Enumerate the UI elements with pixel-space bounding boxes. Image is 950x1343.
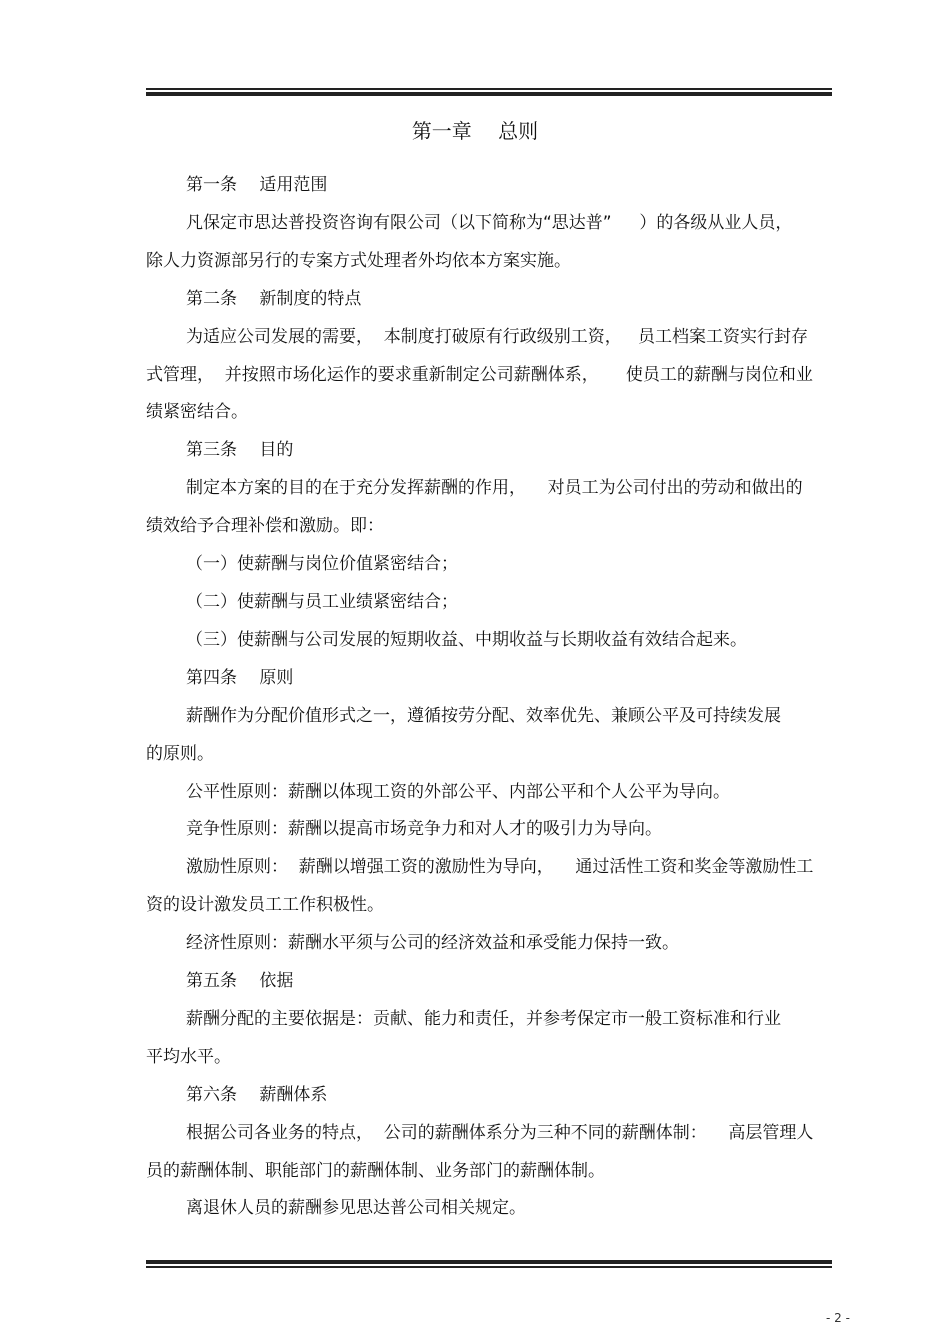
article-6-text-line-3: 离退休人员的薪酬参见思达普公司相关规定。 — [186, 1198, 526, 1218]
article-5-text-line-1: 薪酬分配的主要依据是：贡献、能力和责任，并参考保定市一般工资标准和行业 — [186, 1009, 781, 1029]
principle-incentive-line-1: 激励性原则： 薪酬以增强工资的激励性为导向， 通过活性工资和奖金等激励性工 — [186, 857, 814, 877]
article-6-text-line-1: 根据公司各业务的特点， 公司的薪酬体系分为三种不同的薪酬体制： 高层管理人 — [186, 1123, 814, 1143]
footer-rule-thick — [146, 1260, 832, 1264]
article-3-item-3: （三）使薪酬与公司发展的短期收益、中期收益与长期收益有效结合起来。 — [186, 630, 747, 650]
article-1-text-line-1: 凡保定市思达普投资咨询有限公司（以下简称为“思达普” ）的各级从业人员， — [186, 213, 793, 233]
article-2-text-line-2: 式管理， 并按照市场化运作的要求重新制定公司薪酬体系， 使员工的薪酬与岗位和业 — [146, 365, 813, 385]
article-5-heading: 第五条 依据 — [186, 971, 294, 991]
principle-incentive-line-2: 资的设计激发员工工作积极性。 — [146, 895, 384, 915]
article-4-text-line-1: 薪酬作为分配价值形式之一，遵循按劳分配、效率优先、兼顾公平及可持续发展 — [186, 706, 781, 726]
article-3-item-2: （二）使薪酬与员工业绩紧密结合； — [186, 592, 458, 612]
principle-economy: 经济性原则：薪酬水平须与公司的经济效益和承受能力保持一致。 — [186, 933, 679, 953]
header-rule-thick — [146, 92, 832, 96]
article-4-text-line-2: 的原则。 — [146, 744, 214, 764]
footer-rule-thin — [146, 1266, 832, 1268]
article-3-text-line-1: 制定本方案的目的在于充分发挥薪酬的作用， 对员工为公司付出的劳动和做出的 — [186, 478, 803, 498]
article-3-heading: 第三条 目的 — [186, 440, 294, 460]
article-1-heading: 第一条 适用范围 — [186, 175, 328, 195]
page-number: - 2 - — [826, 1311, 850, 1325]
principle-fairness: 公平性原则：薪酬以体现工资的外部公平、内部公平和个人公平为导向。 — [186, 782, 730, 802]
article-6-text-line-2: 员的薪酬体制、职能部门的薪酬体制、业务部门的薪酬体制。 — [146, 1161, 605, 1181]
principle-competitiveness: 竞争性原则：薪酬以提高市场竞争力和对人才的吸引力为导向。 — [186, 819, 662, 839]
header-rule-thin — [146, 88, 832, 90]
article-3-item-1: （一）使薪酬与岗位价值紧密结合； — [186, 554, 458, 574]
chapter-title: 第一章 总则 — [411, 119, 539, 143]
article-2-text-line-3: 绩紧密结合。 — [146, 402, 248, 422]
article-4-heading: 第四条 原则 — [186, 668, 294, 688]
article-1-text-line-2: 除人力资源部另行的专案方式处理者外均依本方案实施。 — [146, 251, 571, 271]
article-5-text-line-2: 平均水平。 — [146, 1047, 231, 1067]
article-2-heading: 第二条 新制度的特点 — [186, 289, 362, 309]
article-2-text-line-1: 为适应公司发展的需要， 本制度打破原有行政级别工资， 员工档案工资实行封存 — [186, 327, 809, 347]
article-3-text-line-2: 绩效给予合理补偿和激励。即： — [146, 516, 384, 536]
article-6-heading: 第六条 薪酬体系 — [186, 1085, 328, 1105]
